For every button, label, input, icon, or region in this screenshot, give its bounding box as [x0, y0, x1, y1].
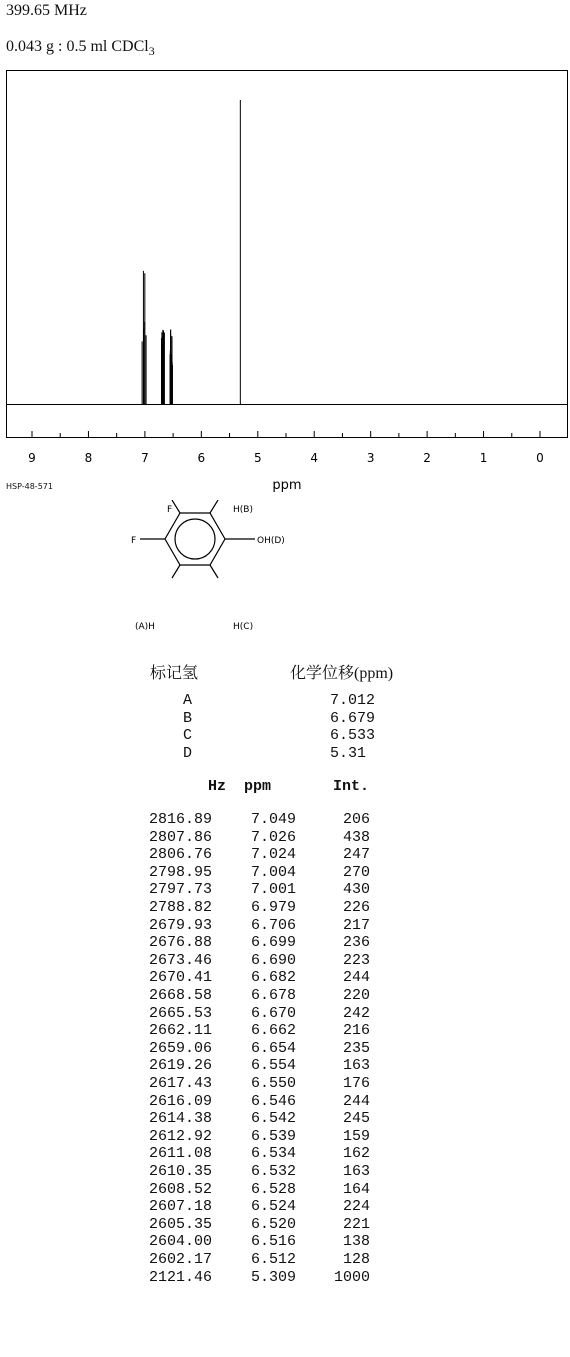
shift-row-label: C: [183, 727, 193, 744]
sample-subscript: 3: [148, 44, 155, 59]
bond-ha: [172, 565, 180, 578]
x-tick-label: 7: [141, 451, 149, 465]
peak-hz: 2816.89: [148, 811, 212, 828]
peak-ppm: 6.979: [250, 899, 296, 916]
peak-hz: 2604.00: [148, 1233, 212, 1251]
peak-hz: 2670.41: [148, 969, 212, 987]
peak-row: [0, 1128, 570, 1146]
peak-ppm: 6.539: [250, 1127, 296, 1145]
peak-hz: 2614.38: [148, 1110, 212, 1128]
peak-row: [0, 1093, 570, 1111]
shift-row-label: B: [183, 709, 193, 727]
peak-int: 221: [342, 1215, 370, 1233]
peak-row: [0, 1005, 570, 1023]
peak-row: [0, 917, 570, 935]
plot-frame: [7, 71, 568, 438]
x-axis-label: ppm: [272, 478, 302, 493]
peak-hz: 2611.08: [148, 1145, 212, 1163]
shift-row: [0, 692, 570, 710]
peak-ppm: 7.024: [250, 846, 296, 864]
peak-ppm: 6.654: [250, 1039, 296, 1057]
peak-int: 138: [342, 1233, 370, 1251]
peak-row: [0, 1233, 570, 1251]
peak-ppm: 6.662: [250, 1022, 296, 1040]
peak-hz: 2619.26: [148, 1057, 212, 1075]
x-tick-label: 3: [366, 451, 375, 465]
sample-prefix: 0.043 g : 0.5 ml CDCl: [6, 38, 149, 55]
peak-row: [0, 952, 570, 970]
x-tick-label: 6: [197, 451, 206, 465]
peak-int: 128: [342, 1251, 370, 1268]
peak-int: 438: [342, 828, 370, 846]
shift-row-value: 6.533: [330, 727, 376, 744]
peak-int: 270: [342, 863, 370, 881]
nmr-spectrum-chart: [0, 0, 570, 500]
peak-int: 164: [342, 1180, 370, 1198]
peak-ppm: 6.534: [250, 1145, 296, 1163]
peak-int: 223: [342, 951, 370, 969]
peak-ppm: 7.001: [250, 881, 296, 899]
peak-int: 245: [342, 1110, 370, 1128]
peak-hz: 2676.88: [148, 934, 212, 952]
peak-hz: 2617.43: [148, 1075, 212, 1092]
peak-row: [0, 829, 570, 847]
x-tick-label: 4: [310, 451, 319, 465]
peak-ppm: 6.512: [250, 1251, 296, 1268]
peak-hz: 2679.93: [148, 916, 212, 934]
peak-hz: 2673.46: [148, 951, 212, 969]
atom-f-top: F: [167, 505, 173, 515]
peak-table-header: [0, 778, 570, 796]
peak-row: [0, 1269, 570, 1287]
bond-hc: [210, 565, 218, 578]
peak-ppm: 6.554: [250, 1057, 296, 1075]
shift-row: [0, 710, 570, 728]
shift-row-label: D: [183, 744, 193, 762]
peak-hz: 2610.35: [148, 1163, 212, 1180]
peak-ppm: 7.004: [250, 863, 296, 881]
peak-ppm: 6.706: [250, 916, 296, 934]
peak-ppm: 6.542: [250, 1110, 296, 1128]
peak-int: 235: [342, 1039, 370, 1057]
peak-ppm: 7.026: [250, 828, 296, 846]
peak-hz: 2659.06: [148, 1039, 212, 1057]
peak-row: [0, 1022, 570, 1040]
peak-int: 206: [342, 811, 370, 828]
peak-int: 163: [342, 1057, 370, 1075]
peak-row: [0, 811, 570, 829]
peak-hz: 2665.53: [148, 1004, 212, 1022]
peak-hz: 2607.18: [148, 1198, 212, 1216]
peak-row: [0, 1198, 570, 1216]
peak-row: [0, 1216, 570, 1234]
peak-row: [0, 1251, 570, 1269]
peak-int: 430: [342, 881, 370, 899]
atom-h-b: H(B): [233, 505, 253, 515]
peak-header-ppm: ppm: [244, 778, 272, 795]
peak-int: 220: [342, 987, 370, 1004]
benzene-ring: [165, 513, 225, 565]
shift-row: [0, 745, 570, 763]
peak-ppm: 6.516: [250, 1233, 296, 1251]
peak-hz: 2798.95: [148, 863, 212, 881]
peak-hz: 2121.46: [148, 1268, 212, 1286]
peak-hz: 2668.58: [148, 987, 212, 1004]
shift-row-value: 7.012: [330, 692, 376, 709]
peak-row: [0, 969, 570, 987]
peak-ppm: 6.532: [250, 1163, 296, 1180]
shift-row-label: A: [183, 692, 193, 709]
peak-hz: 2608.52: [148, 1180, 212, 1198]
peak-ppm: 7.049: [250, 811, 296, 828]
peak-row: [0, 934, 570, 952]
x-axis-tick-labels: [28, 451, 544, 465]
x-tick-label: 1: [479, 451, 488, 465]
peak-hz: 2807.86: [148, 828, 212, 846]
molecule-structure: [120, 500, 320, 640]
peak-int: 244: [342, 1092, 370, 1110]
peak-int: 224: [342, 1198, 370, 1216]
peak-int: 176: [342, 1075, 370, 1092]
peak-row: [0, 1057, 570, 1075]
peak-int: 236: [342, 934, 370, 952]
peak-header-int: Int.: [333, 778, 370, 795]
x-tick-label: 9: [28, 451, 36, 465]
peak-ppm: 6.690: [250, 951, 296, 969]
spectrometer-frequency: 399.65 MHz: [6, 2, 87, 19]
peak-int: 162: [342, 1145, 370, 1163]
peak-hz: 2788.82: [148, 899, 212, 916]
bond-f1: [172, 500, 180, 513]
peak-row: [0, 881, 570, 899]
peak-hz: 2797.73: [148, 881, 212, 899]
shift-table-header-label: 标记氢: [150, 665, 199, 682]
atom-h-a: (A)H: [135, 622, 155, 632]
x-tick-label: 2: [423, 451, 431, 465]
x-axis-ticks: [32, 431, 540, 437]
aromatic-circle: [175, 519, 215, 559]
peak-row: [0, 1163, 570, 1181]
peak-row: [0, 987, 570, 1005]
peak-int: 247: [342, 846, 370, 864]
x-tick-label: 8: [84, 451, 93, 465]
peak-row: [0, 864, 570, 882]
peak-hz: 2605.35: [148, 1215, 212, 1233]
shift-table-header-shift: 化学位移(ppm): [290, 665, 394, 682]
peak-row: [0, 846, 570, 864]
peak-hz: 2806.76: [148, 846, 212, 864]
peak-hz: 2662.11: [148, 1022, 212, 1040]
peak-ppm: 6.678: [250, 987, 296, 1004]
atom-h-c: H(C): [233, 622, 254, 632]
peak-header-hz: Hz: [207, 778, 226, 795]
peak-int: 226: [342, 899, 370, 916]
shift-row: [0, 727, 570, 745]
peak-ppm: 6.546: [250, 1092, 296, 1110]
peak-int: 242: [342, 1004, 370, 1022]
atom-f-left: F: [131, 536, 137, 546]
peak-ppm: 6.682: [250, 969, 296, 987]
x-tick-label: 0: [536, 451, 544, 465]
peak-lines: [142, 100, 240, 404]
peak-int: 163: [342, 1163, 370, 1180]
peak-ppm: 6.550: [250, 1075, 296, 1092]
peak-ppm: 6.520: [250, 1215, 296, 1233]
peak-ppm: 6.528: [250, 1180, 296, 1198]
peak-ppm: 6.524: [250, 1198, 296, 1216]
peak-int: 244: [342, 969, 370, 987]
shift-row-value: 6.679: [330, 709, 376, 727]
peak-row: [0, 1145, 570, 1163]
shift-row-value: 5.31: [330, 744, 367, 762]
peak-row: [0, 1110, 570, 1128]
peak-row: [0, 899, 570, 917]
peak-hz: 2602.17: [148, 1251, 212, 1268]
peak-ppm: 6.670: [250, 1004, 296, 1022]
peak-row: [0, 1181, 570, 1199]
peak-int: 217: [342, 916, 370, 934]
bond-hb: [210, 500, 218, 513]
peak-row: [0, 1040, 570, 1058]
peak-int: 216: [342, 1022, 370, 1040]
peak-int: 1000: [333, 1268, 370, 1286]
peak-hz: 2616.09: [148, 1092, 212, 1110]
peak-int: 159: [342, 1127, 370, 1145]
peak-ppm: 6.699: [250, 934, 296, 952]
atom-oh-d: OH(D): [257, 536, 285, 546]
peak-hz: 2612.92: [148, 1127, 212, 1145]
peak-row: [0, 1075, 570, 1093]
x-tick-label: 5: [253, 451, 262, 465]
sample-code: HSP-48-571: [6, 482, 53, 491]
peak-ppm: 5.309: [250, 1268, 296, 1286]
